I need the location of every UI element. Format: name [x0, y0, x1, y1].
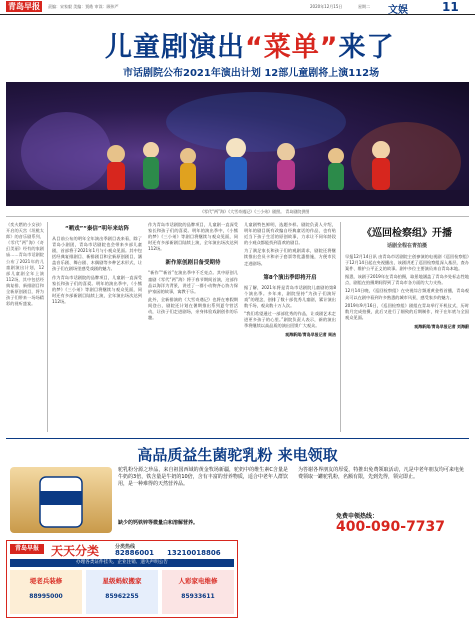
column-divider	[47, 222, 48, 432]
subheading-1: “晒戏”“秦信”明年来站阵	[65, 226, 129, 232]
classified-item-1-phone: 88995000	[29, 593, 63, 600]
article2-para1: 儿童剧特色鲜明，选题多样。剧院负责人介绍，明年的剧目既有改编自经典童话的作品，也有贴近当下孩子生活的原创故事，力求让不同年龄段的小观众都能找到喜欢的剧目。	[244, 222, 336, 246]
subheading-3: 第8个演出季即将开启	[263, 274, 317, 281]
stage-photo	[6, 82, 469, 206]
classified-logo: 青岛早报	[10, 544, 44, 554]
article1-para2b: 作为青岛市话剧院的品牌项目，儿童剧一直深受家长和孩子们的喜爱。明年的演出季中，《小熊的梦》《三小弟》等剧目将继续与观众见面，同时还有多部新剧目陆续上演，全年演出场次达到112场。	[148, 222, 238, 252]
classified-item-3-phone: 85933611	[181, 593, 215, 600]
classified-item-2-name: 星级蚂蚁搬家	[102, 577, 142, 585]
ad-title: 高品质益生菌驼乳粉 来电领取	[137, 446, 338, 464]
photo-caption: 《零代“两”海》《大雪奇遇记》《三小弟》剧照。 青岛剧院供图	[200, 209, 310, 214]
article3-byline: 观海新闻/青岛早报记者 刘海蔚	[414, 323, 469, 329]
classified-item-3-name: 人彩家电维修	[178, 577, 218, 585]
article3-subtitle: 话剧全程在青拍摄	[386, 243, 427, 249]
stage-photo-illustration	[6, 82, 469, 206]
classified-item-1-name: 堤老兵装修	[29, 577, 63, 585]
article-main-col1	[52, 222, 142, 305]
intro-sidebar: 《奕火燃的小女孩》开启的天宫《坦桃太郎》的音乐剧系列、《零代“两”海》《奇幻美丽》经有的家剧庙……青岛市话剧院公布了2021年的儿童剧演出计划，12部儿童剧全年上演112场，其中包括经典复排、新排剧目和全新原创剧目，将为孩子们带来一场场精彩的视听盛宴。	[6, 222, 44, 307]
article1-para3: “新作”“新首”在演出季中不乏亮点。其中原创儿童剧《零代“两”海》将于春节期间首演，这部作品以海洋为背景，讲述了一群小动物齐心协力保护家园的故事，寓教于乐。	[148, 270, 238, 294]
newspaper-logo: 青岛早报	[8, 2, 40, 11]
page-number: 11	[442, 0, 459, 14]
headline-highlight: “菜单”	[245, 32, 339, 63]
article2-para3: 据了解，2021年将是青岛市话剧院儿童剧的第8个演出季。多年来，剧院坚持“为孩子们演好戏”的理念，创排了数十部优秀儿童剧，累计演出数千场，观众数十万人次。	[244, 284, 336, 308]
classified-item-2-phone: 85962255	[105, 593, 139, 600]
classified-phone1: 82886001	[115, 549, 154, 557]
issue-weekday: 星期二	[358, 4, 370, 9]
column-divider-right	[340, 222, 341, 432]
article1-para4: 此外，全新排演的《大雪奇遇记》也将在寒假期间登台，剧院还计划在暑期推出系列夏令营活动，让孩子们走进剧场，亲身体验戏剧创作的乐趣。	[148, 296, 238, 321]
classified-item-1	[10, 570, 82, 614]
ad-body-right: 为答谢各界朋友的厚爱，特推出免费领取活动，凡是中老年朋友均可来电免费领取一罐驼乳粉，名额有限，先到先得，领完即止。	[298, 467, 464, 480]
ad-product-image	[10, 467, 112, 533]
ad-hotline-label: 免费申领热线：	[336, 513, 379, 520]
article3-para3: 12月14日晚，《巡回检察组》在央视综合频道黄金档首播，青岛观众可以在剧中看到许多熟悉的城市风景，感受家乡的魅力。	[345, 288, 469, 300]
article2-para2: 为了满足家长和孩子们的观剧需求，剧院还将继续推出会员卡和亲子套票等优惠措施，方便市民走进剧场。	[244, 248, 336, 266]
article3-title: 《巡回检察组》开播	[362, 228, 452, 239]
article3-para1: 早报12月14日讯 由青岛市话剧院主创参演的电视剧《巡回检察组》于12月14日起在央视播出，该剧讲述了巡回检察组深入基层，查办案件、维护公平正义的故事。剧中多位主要演员来自青岛本地。	[345, 254, 469, 272]
article1-para2: 作为青岛市话剧院的品牌项目，儿童剧一直深受家长和孩子们的喜爱。明年的演出季中，《小熊的梦》《三小弟》等剧目将继续与观众见面，同时还有多部新剧目陆续上演，全年演出场次达到112场。	[52, 274, 142, 304]
classified-item-2	[86, 570, 158, 614]
ad-body-left: 驼乳粉分源之珍品，来自祖国西域的黄金牧场新疆，驼奶中的维生素C含量是牛奶的3倍，铁含量是牛奶的10倍，含有丰富的营养物质，适合中老年人群饮用，是一种难得的天然营养品。	[118, 467, 288, 487]
classified-title: 天天分类	[51, 544, 100, 558]
article2-byline: 观海新闻/青岛早报记者 周洁	[285, 332, 336, 338]
classified-ad	[6, 540, 238, 618]
article-side	[345, 222, 469, 329]
article3-para2: 据悉，该剧于2019年在青岛拍摄，取景地涵盖了青岛多处标志性地点，剧组在拍摄期间得到了青岛市各方面的大力支持。	[345, 274, 469, 286]
camel-milk-ad	[6, 438, 469, 539]
headline-part2: 来了	[338, 32, 395, 63]
article-main-col3	[244, 222, 336, 337]
section-name: 文娱	[388, 5, 408, 16]
headline-part1: 儿童剧演出	[105, 32, 245, 63]
section-divider	[6, 216, 469, 217]
headline-subtitle: 市话剧院公布2021年演出计划 12部儿童剧将上演112场	[123, 68, 380, 79]
headline	[105, 25, 415, 64]
classified-tagline: 办理各类证件挂失、企业注销、遗失声明公告	[10, 559, 234, 567]
ad-footer: 缺少的钙铁锌等微量白和溶解营养。	[118, 520, 199, 526]
camel-milk-can-icon	[10, 467, 112, 533]
article2-para4: “我们希望通过一部部优秀的作品，让戏剧艺术走进更多孩子的心里。”剧院负责人表示，新的演出季将继续以高品质的演出回馈广大观众。	[244, 311, 336, 329]
classified-hotline-label: 分类热线	[115, 544, 136, 550]
article3-para4: 2019年9月16日，《巡回检察组》剧组在青岛举行开机仪式，历时数月完成拍摄，此后又进行了细致的后期制作，终于在年底与全国观众见面。	[345, 302, 469, 320]
ad-hotline-phone: 400-090-7737	[336, 519, 446, 535]
classified-item-3	[162, 570, 234, 614]
article1-para1: 从目前公布的明年全年演出季剧目表来看，除了青岛小剧团，青岛市话剧院也会带来多部儿童剧，首部将于2021年1月与小观众见面。其中包括经典复排剧目、新排剧目和全新原创剧目，涵盖音乐剧、舞台剧、木偶剧等多种艺术形式，让孩子们在剧场里感受戏剧的魅力。	[52, 236, 142, 272]
issue-date: 2020年12月15日	[310, 4, 343, 9]
masthead	[0, 0, 475, 15]
classified-phone2: 13210018806	[167, 549, 221, 557]
editor-line: 责编：宋家毅 美编：贾皓 审读：顾伟严	[48, 4, 119, 9]
article-main-col2	[148, 222, 238, 321]
subheading-2: 新作原创剧目备受期待	[165, 260, 221, 267]
